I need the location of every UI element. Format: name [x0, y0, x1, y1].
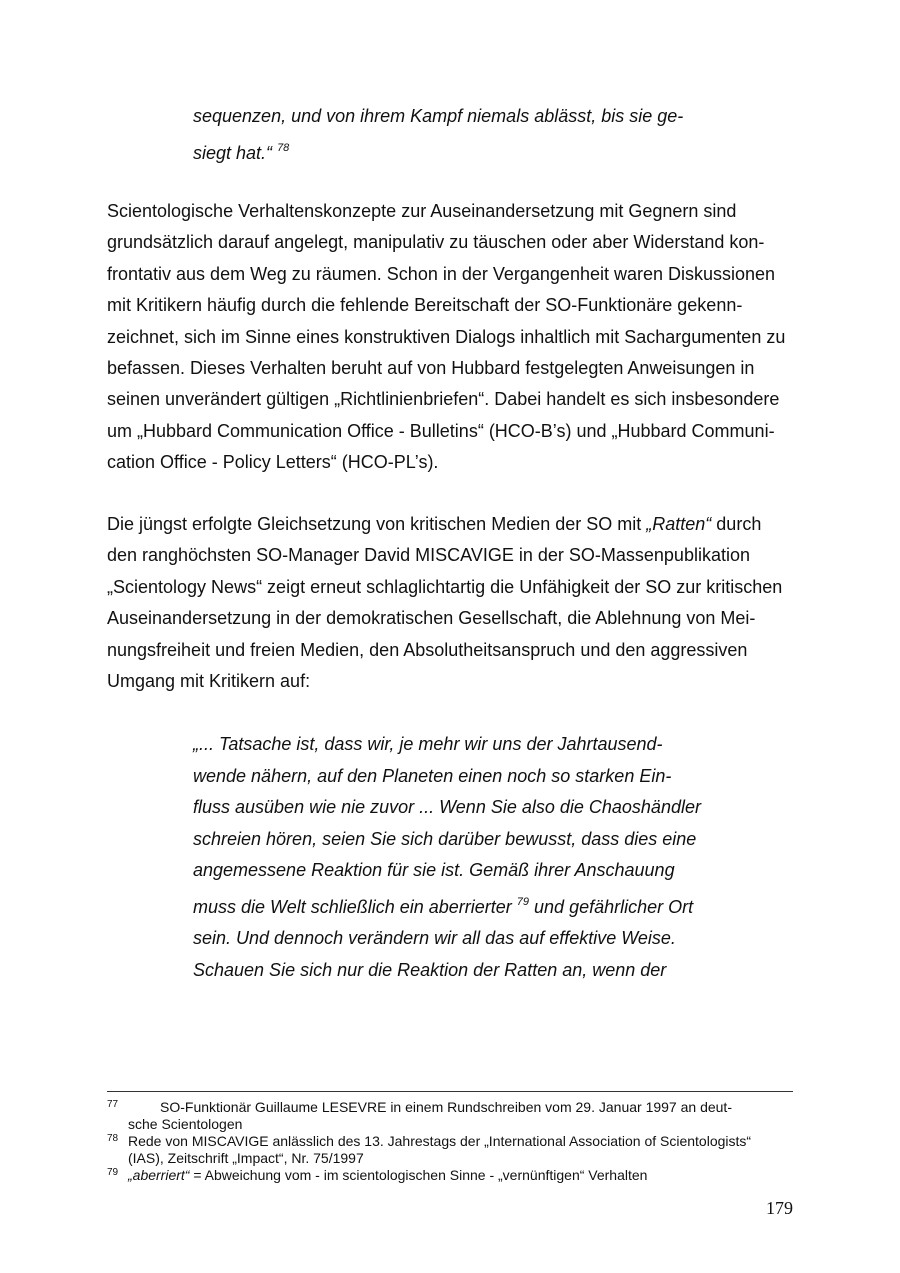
footnote-ref-79: 79: [516, 895, 530, 908]
para-line: den ranghöchsten SO-Manager David MISCAVIGE in der SO-Massenpublikation: [107, 545, 750, 566]
para-line: befassen. Dieses Verhalten beruht auf von Hubbard festgelegten Anweisungen in: [107, 358, 755, 379]
para-line: nungsfreiheit und freien Medien, den Absolutheitsanspruch und den aggressiven: [107, 639, 748, 660]
footnote-text: (IAS), Zeitschrift „Impact“, Nr. 75/1997: [128, 1150, 364, 1166]
para-line: [107, 509, 782, 540]
footnote-79: [107, 1167, 807, 1184]
para-line: Umgang mit Kritikern auf:: [107, 671, 311, 692]
footnote-text: [107, 1167, 807, 1184]
ratten-emphasis: „Ratten“: [646, 514, 712, 534]
quote-text: muss die Welt schließlich ein aberrierter: [193, 896, 517, 917]
body-paragraph-1: [107, 196, 785, 479]
footnote-text: Rede von MISCAVIGE anlässlich des 13. Jahrestags der „International Association of Scientologists“: [128, 1133, 752, 1149]
para-line: grundsätzlich darauf angelegt, manipulativ zu täuschen oder aber Widerstand kon-: [107, 232, 765, 253]
footnote-separator: [107, 1091, 793, 1092]
para-line: um „Hubbard Communication Office - Bulletins“ (HCO-B’s) und „Hubbard Communi-: [107, 420, 775, 441]
quote-line: sein. Und dennoch verändern wir all das auf effektive Weise.: [193, 928, 676, 948]
para-line: frontativ aus dem Weg zu räumen. Schon in der Vergangenheit waren Diskussionen: [107, 263, 776, 284]
quote-line: angemessene Reaktion für sie ist. Gemäß ihrer Anschauung: [193, 860, 675, 880]
footnote-text: SO-Funktionär Guillaume LESEVRE in einem Rundschreiben vom 29. Januar 1997 an deut-: [160, 1099, 732, 1115]
para-line: cation Office - Policy Letters“ (HCO-PL’s).: [107, 452, 439, 473]
para-line: „Scientology News“ zeigt erneut schlaglichtartig die Unfähigkeit der SO zur kritischen: [107, 576, 783, 597]
quote-continuation: [193, 101, 683, 169]
footnote-number: 78: [107, 1133, 119, 1144]
footnote-number: 79: [107, 1167, 119, 1178]
quote-line: schreien hören, seien Sie sich darüber bewusst, dass dies eine: [193, 828, 697, 849]
quote-line: „... Tatsache ist, dass wir, je mehr wir uns der Jahrtausend-: [193, 734, 663, 754]
body-paragraph-2: [107, 509, 782, 697]
footnotes: [107, 1099, 807, 1184]
quote-line: fluss ausüben wie nie zuvor ... Wenn Sie also die Chaoshändler: [193, 797, 701, 817]
block-quote-miscavige: [193, 729, 701, 986]
para-line: seinen unverändert gültigen „Richtlinienbriefen“. Dabei handelt es sich insbesondere: [107, 389, 780, 410]
quote-line: [193, 133, 683, 170]
aberriert-term: „aberriert“: [128, 1167, 190, 1183]
footnote-77: [107, 1099, 807, 1133]
footnote-text: sche Scientologen: [128, 1116, 243, 1132]
footnote-number: 77: [107, 1099, 119, 1110]
para-text: Die jüngst erfolgte Gleichsetzung von kritischen Medien der SO mit: [107, 514, 647, 534]
page-number: 179: [766, 1198, 793, 1218]
quote-text: siegt hat.“: [193, 142, 273, 163]
footnote-text: = Abweichung vom - im scientologischen Sinne - „vernünftigen“ Verhalten: [189, 1167, 648, 1183]
para-text: durch: [711, 514, 762, 534]
footnote-ref-78: 78: [277, 141, 290, 154]
quote-line: sequenzen, und von ihrem Kampf niemals ablässt, bis sie ge-: [193, 106, 684, 126]
para-line: mit Kritikern häufig durch die fehlende Bereitschaft der SO-Funktionäre gekenn-: [107, 295, 743, 316]
footnote-78: [107, 1133, 807, 1167]
quote-text: und gefährlicher Ort: [529, 896, 694, 917]
quote-line: wende nähern, auf den Planeten einen noch so starken Ein-: [193, 765, 672, 786]
para-line: Scientologische Verhaltenskonzepte zur Auseinandersetzung mit Gegnern sind: [107, 201, 737, 221]
quote-line: [193, 887, 701, 924]
para-line: zeichnet, sich im Sinne eines konstruktiven Dialogs inhaltlich mit Sachargumenten zu: [107, 326, 786, 347]
quote-line: Schauen Sie sich nur die Reaktion der Ratten an, wenn der: [193, 959, 667, 980]
para-line: Auseinandersetzung in der demokratischen Gesellschaft, die Ablehnung von Mei-: [107, 608, 756, 629]
